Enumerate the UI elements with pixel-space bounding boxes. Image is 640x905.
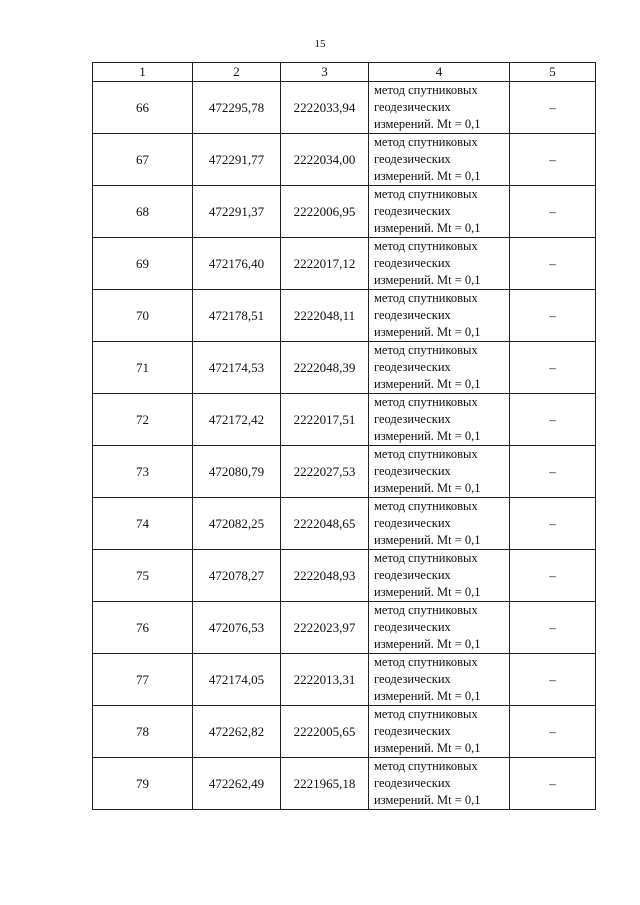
method-line: геодезических bbox=[374, 620, 451, 635]
point-number-cell: 79 bbox=[93, 758, 193, 810]
method-line: измерений. Mt = 0,1 bbox=[374, 532, 481, 547]
y-coordinate-cell: 2222048,93 bbox=[281, 550, 369, 602]
method-line: геодезических bbox=[374, 412, 451, 427]
y-coordinate-cell: 2222017,51 bbox=[281, 394, 369, 446]
method-cell bbox=[369, 394, 510, 446]
x-coordinate-cell: 472262,49 bbox=[193, 758, 281, 810]
method-line: измерений. Mt = 0,1 bbox=[374, 688, 481, 703]
point-number-cell: 68 bbox=[93, 186, 193, 238]
x-coordinate-cell: 472174,53 bbox=[193, 342, 281, 394]
column-header: 4 bbox=[369, 63, 510, 82]
method-line: метод спутниковых bbox=[374, 135, 478, 150]
table-row bbox=[93, 394, 596, 446]
table-row bbox=[93, 758, 596, 810]
method-line: измерений. Mt = 0,1 bbox=[374, 220, 481, 235]
method-line: метод спутниковых bbox=[374, 239, 478, 254]
method-line: геодезических bbox=[374, 672, 451, 687]
method-line: измерений. Mt = 0,1 bbox=[374, 168, 481, 183]
method-line: метод спутниковых bbox=[374, 291, 478, 306]
method-line: измерений. Mt = 0,1 bbox=[374, 584, 481, 599]
point-number-cell: 78 bbox=[93, 706, 193, 758]
method-line: измерений. Mt = 0,1 bbox=[374, 324, 481, 339]
table-row bbox=[93, 706, 596, 758]
point-number-cell: 69 bbox=[93, 238, 193, 290]
y-coordinate-cell: 2222017,12 bbox=[281, 238, 369, 290]
note-cell: – bbox=[510, 498, 596, 550]
method-line: геодезических bbox=[374, 308, 451, 323]
method-cell bbox=[369, 706, 510, 758]
method-line: метод спутниковых bbox=[374, 447, 478, 462]
point-number-cell: 73 bbox=[93, 446, 193, 498]
note-cell: – bbox=[510, 706, 596, 758]
method-line: измерений. Mt = 0,1 bbox=[374, 636, 481, 651]
y-coordinate-cell: 2222048,65 bbox=[281, 498, 369, 550]
method-cell bbox=[369, 82, 510, 134]
method-cell bbox=[369, 342, 510, 394]
point-number-cell: 67 bbox=[93, 134, 193, 186]
point-number-cell: 70 bbox=[93, 290, 193, 342]
method-line: геодезических bbox=[374, 100, 451, 115]
y-coordinate-cell: 2222033,94 bbox=[281, 82, 369, 134]
table-body bbox=[93, 82, 596, 810]
x-coordinate-cell: 472174,05 bbox=[193, 654, 281, 706]
note-cell: – bbox=[510, 550, 596, 602]
note-cell: – bbox=[510, 654, 596, 706]
method-line: метод спутниковых bbox=[374, 83, 478, 98]
method-cell bbox=[369, 290, 510, 342]
method-line: геодезических bbox=[374, 568, 451, 583]
page-number: 15 bbox=[314, 38, 326, 50]
table-row bbox=[93, 498, 596, 550]
method-line: метод спутниковых bbox=[374, 343, 478, 358]
note-cell: – bbox=[510, 446, 596, 498]
column-header: 3 bbox=[281, 63, 369, 82]
method-line: метод спутниковых bbox=[374, 499, 478, 514]
method-cell bbox=[369, 238, 510, 290]
table-row bbox=[93, 290, 596, 342]
method-line: измерений. Mt = 0,1 bbox=[374, 428, 481, 443]
method-line: геодезических bbox=[374, 724, 451, 739]
y-coordinate-cell: 2222013,31 bbox=[281, 654, 369, 706]
note-cell: – bbox=[510, 186, 596, 238]
point-number-cell: 77 bbox=[93, 654, 193, 706]
method-line: метод спутниковых bbox=[374, 655, 478, 670]
table-row bbox=[93, 82, 596, 134]
table-row bbox=[93, 654, 596, 706]
method-line: геодезических bbox=[374, 256, 451, 271]
x-coordinate-cell: 472178,51 bbox=[193, 290, 281, 342]
note-cell: – bbox=[510, 82, 596, 134]
method-line: измерений. Mt = 0,1 bbox=[374, 792, 481, 807]
y-coordinate-cell: 2222005,65 bbox=[281, 706, 369, 758]
column-header: 2 bbox=[193, 63, 281, 82]
method-cell bbox=[369, 654, 510, 706]
x-coordinate-cell: 472172,42 bbox=[193, 394, 281, 446]
y-coordinate-cell: 2221965,18 bbox=[281, 758, 369, 810]
method-cell bbox=[369, 446, 510, 498]
method-line: метод спутниковых bbox=[374, 395, 478, 410]
note-cell: – bbox=[510, 394, 596, 446]
x-coordinate-cell: 472082,25 bbox=[193, 498, 281, 550]
y-coordinate-cell: 2222023,97 bbox=[281, 602, 369, 654]
note-cell: – bbox=[510, 602, 596, 654]
y-coordinate-cell: 2222048,39 bbox=[281, 342, 369, 394]
method-line: метод спутниковых bbox=[374, 187, 478, 202]
method-line: метод спутниковых bbox=[374, 603, 478, 618]
x-coordinate-cell: 472295,78 bbox=[193, 82, 281, 134]
point-number-cell: 66 bbox=[93, 82, 193, 134]
method-line: измерений. Mt = 0,1 bbox=[374, 740, 481, 755]
method-cell bbox=[369, 134, 510, 186]
method-cell bbox=[369, 186, 510, 238]
table-row bbox=[93, 446, 596, 498]
y-coordinate-cell: 2222048,11 bbox=[281, 290, 369, 342]
method-line: измерений. Mt = 0,1 bbox=[374, 480, 481, 495]
table-row bbox=[93, 238, 596, 290]
point-number-cell: 76 bbox=[93, 602, 193, 654]
method-line: геодезических bbox=[374, 360, 451, 375]
note-cell: – bbox=[510, 290, 596, 342]
method-cell bbox=[369, 602, 510, 654]
point-number-cell: 72 bbox=[93, 394, 193, 446]
point-number-cell: 75 bbox=[93, 550, 193, 602]
note-cell: – bbox=[510, 238, 596, 290]
y-coordinate-cell: 2222034,00 bbox=[281, 134, 369, 186]
column-header: 1 bbox=[93, 63, 193, 82]
method-line: геодезических bbox=[374, 204, 451, 219]
method-cell bbox=[369, 498, 510, 550]
method-cell bbox=[369, 550, 510, 602]
x-coordinate-cell: 472076,53 bbox=[193, 602, 281, 654]
note-cell: – bbox=[510, 134, 596, 186]
method-line: измерений. Mt = 0,1 bbox=[374, 376, 481, 391]
x-coordinate-cell: 472291,37 bbox=[193, 186, 281, 238]
note-cell: – bbox=[510, 758, 596, 810]
point-number-cell: 74 bbox=[93, 498, 193, 550]
coordinates-table bbox=[92, 62, 596, 810]
x-coordinate-cell: 472262,82 bbox=[193, 706, 281, 758]
method-line: геодезических bbox=[374, 152, 451, 167]
method-line: геодезических bbox=[374, 776, 451, 791]
method-line: геодезических bbox=[374, 516, 451, 531]
table-header-row bbox=[93, 63, 596, 82]
method-line: измерений. Mt = 0,1 bbox=[374, 272, 481, 287]
method-line: геодезических bbox=[374, 464, 451, 479]
table-row bbox=[93, 602, 596, 654]
table-row bbox=[93, 342, 596, 394]
method-line: метод спутниковых bbox=[374, 759, 478, 774]
method-line: измерений. Mt = 0,1 bbox=[374, 116, 481, 131]
table-row bbox=[93, 134, 596, 186]
method-cell bbox=[369, 758, 510, 810]
x-coordinate-cell: 472176,40 bbox=[193, 238, 281, 290]
method-line: метод спутниковых bbox=[374, 707, 478, 722]
x-coordinate-cell: 472080,79 bbox=[193, 446, 281, 498]
table-row bbox=[93, 186, 596, 238]
x-coordinate-cell: 472078,27 bbox=[193, 550, 281, 602]
column-header: 5 bbox=[510, 63, 596, 82]
point-number-cell: 71 bbox=[93, 342, 193, 394]
x-coordinate-cell: 472291,77 bbox=[193, 134, 281, 186]
method-line: метод спутниковых bbox=[374, 551, 478, 566]
table-row bbox=[93, 550, 596, 602]
note-cell: – bbox=[510, 342, 596, 394]
y-coordinate-cell: 2222006,95 bbox=[281, 186, 369, 238]
y-coordinate-cell: 2222027,53 bbox=[281, 446, 369, 498]
